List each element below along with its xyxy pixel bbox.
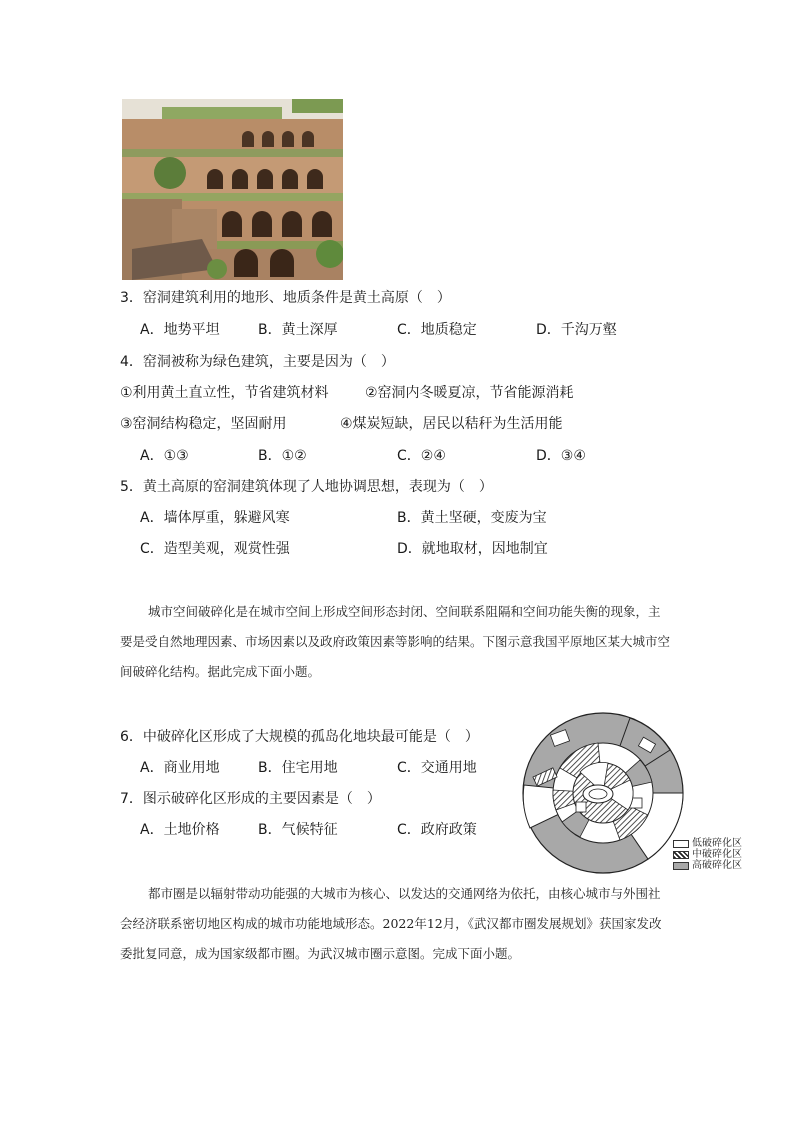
q4-option-c: C．②④ [397, 448, 446, 464]
legend-item-low [673, 838, 753, 849]
legend-item-medium [673, 849, 753, 860]
diagram-legend [673, 838, 753, 871]
legend-item-high [673, 860, 753, 871]
q4-statement-4: ④煤炭短缺，居民以秸秆为生活用能 [340, 416, 563, 432]
q6-option-b: B．住宅用地 [258, 760, 338, 776]
legend-label-high: 高破碎化区 [692, 860, 742, 871]
question-7-stem: 7．图示破碎化区形成的主要因素是（ ） [120, 791, 381, 807]
question-3-stem: 3．窑洞建筑利用的地形、地质条件是黄土高原（ ） [120, 290, 451, 306]
q5-option-c: C．造型美观，观赏性强 [140, 541, 290, 557]
q7-option-c: C．政府政策 [397, 822, 477, 838]
cave-dwelling-photo [122, 99, 343, 280]
q3-option-b: B．黄土深厚 [258, 322, 338, 338]
passage-urban-fragmentation: 城市空间破碎化是在城市空间上形成空间形态封闭、空间联系阻隔和空间功能失衡的现象，主要是受自然地理因素、市场因素以及政府政策因素等影响的结果。下图示意我国平原地区某大城市空间破碎化结构。据此完成下面小题。 [120, 604, 671, 679]
q3-option-c: C．地质稳定 [397, 322, 477, 338]
q4-option-a: A．①③ [140, 448, 189, 464]
passage-metropolitan-area: 都市圈是以辐射带动功能强的大城市为核心、以发达的交通网络为依托，由核心城市与外围社会经济联系密切地区构成的城市功能地域形态。2022年12月，《武汉都市圈发展规划》获国家发改委批复同意，成为国家级都市圈。为武汉城市圈示意图。完成下面小题。 [120, 886, 662, 961]
legend-label-low: 低破碎化区 [692, 838, 742, 849]
q4-statement-2: ②窑洞内冬暖夏凉，节省能源消耗 [365, 385, 574, 401]
q7-option-b: B．气候特征 [258, 822, 338, 838]
legend-swatch-medium [673, 851, 689, 859]
question-4-stem: 4．窑洞被称为绿色建筑，主要是因为（ ） [120, 354, 395, 370]
q5-option-d: D．就地取材，因地制宜 [397, 541, 548, 557]
q4-statement-1: ①利用黄土直立性，节省建筑材料 [120, 385, 329, 401]
fragmentation-diagram [520, 710, 686, 876]
q5-option-b: B．黄土坚硬，变废为宝 [397, 510, 547, 526]
q6-option-c: C．交通用地 [397, 760, 477, 776]
legend-swatch-high [673, 862, 689, 870]
q3-option-d: D．千沟万壑 [536, 322, 617, 338]
question-6-stem: 6．中破碎化区形成了大规模的孤岛化地块最可能是（ ） [120, 729, 479, 745]
q6-option-a: A．商业用地 [140, 760, 220, 776]
q4-statement-3: ③窑洞结构稳定，坚固耐用 [120, 416, 287, 432]
q3-option-a: A．地势平坦 [140, 322, 220, 338]
q4-option-b: B．①② [258, 448, 307, 464]
legend-swatch-low [673, 840, 689, 848]
q7-option-a: A．土地价格 [140, 822, 220, 838]
q5-option-a: A．墙体厚重，躲避风寒 [140, 510, 290, 526]
legend-label-medium: 中破碎化区 [692, 849, 742, 860]
question-5-stem: 5．黄土高原的窑洞建筑体现了人地协调思想，表现为（ ） [120, 479, 493, 495]
q4-option-d: D．③④ [536, 448, 586, 464]
